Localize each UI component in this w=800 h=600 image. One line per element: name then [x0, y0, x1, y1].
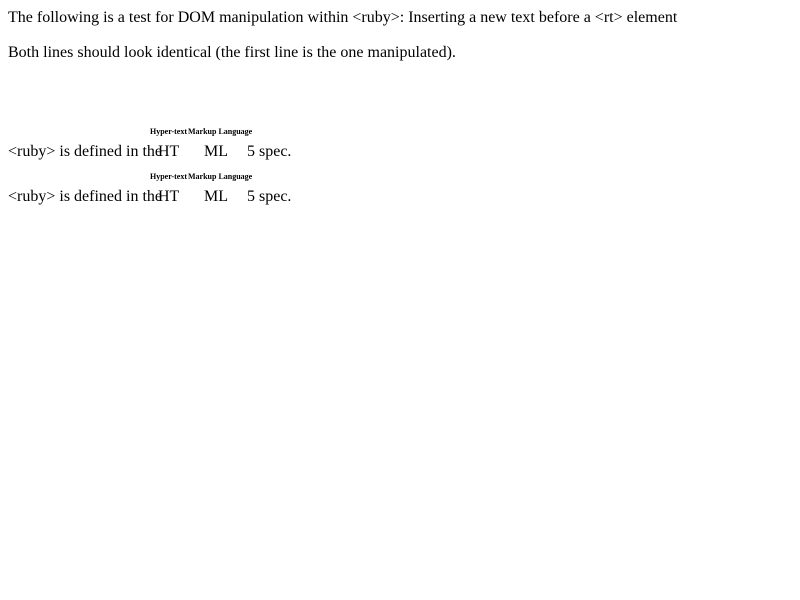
ruby-base-ml: ML — [204, 143, 228, 160]
ruby-base-ht: HT — [158, 143, 180, 160]
ruby-base-ml: ML — [204, 188, 228, 205]
ruby-annotation-hypertext: Hyper-text — [150, 127, 188, 136]
ruby-line-prefix: <ruby> is defined in the — [8, 188, 163, 205]
ruby-annotation-hypertext: Hyper-text — [150, 172, 188, 181]
ruby-annotation-markup-language: Markup Language — [188, 127, 253, 136]
intro-instruction: Both lines should look identical (the first line is the one manipulated). — [8, 44, 456, 61]
ruby-line-suffix: 5 spec. — [247, 143, 292, 160]
ruby-line-prefix: <ruby> is defined in the — [8, 143, 163, 160]
intro-description: The following is a test for DOM manipulation within <ruby>: Inserting a new text before a <rt> element — [8, 9, 678, 26]
ruby-line-suffix: 5 spec. — [247, 188, 292, 205]
ruby-test-line-reference — [8, 171, 408, 211]
ruby-annotation-markup-language: Markup Language — [188, 172, 253, 181]
ruby-test-line-manipulated — [8, 126, 408, 166]
ruby-base-ht: HT — [158, 188, 180, 205]
